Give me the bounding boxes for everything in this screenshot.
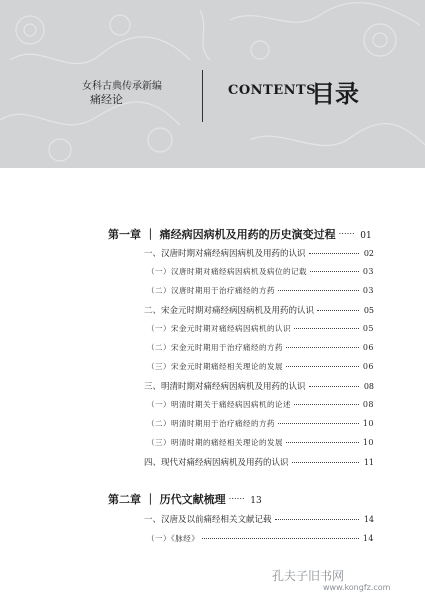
toc-leader-dots bbox=[202, 538, 359, 539]
toc-page-number: 05 bbox=[363, 306, 374, 315]
book-title: 痛经论 bbox=[90, 93, 123, 106]
toc-entry-title: 第一章 ｜ 痛经病因病机及用药的历史演变过程 bbox=[108, 228, 336, 241]
toc-entry bbox=[147, 418, 374, 429]
toc-entry bbox=[144, 380, 374, 392]
toc-entry bbox=[147, 323, 374, 334]
toc-page-number: 08 bbox=[363, 382, 374, 391]
toc-entry-title: 二、宋金元时期对痛经病因病机及用药的认识 bbox=[144, 306, 315, 316]
toc-entry-title: （一）汉唐时期对痛经病因病机及病位的记载 bbox=[147, 267, 307, 276]
toc-entry-title: （二）宋金元时期用于治疗痛经的方药 bbox=[147, 343, 283, 352]
toc-page-number: 10 bbox=[362, 438, 374, 447]
toc-leader-dots bbox=[294, 328, 359, 329]
toc-leader-dots bbox=[309, 386, 359, 387]
toc-entry-title: （三）明清时期的痛经相关理论的发展 bbox=[147, 438, 283, 447]
toc-leader-dots bbox=[278, 290, 359, 291]
toc-entry bbox=[144, 513, 374, 525]
toc-page-number: 14 bbox=[362, 534, 374, 543]
toc-entry-title: 第二章 ｜ 历代文献梳理 bbox=[108, 493, 226, 506]
toc-page-number: 02 bbox=[363, 249, 374, 258]
watermark-text: 孔夫子旧书网 bbox=[272, 569, 345, 583]
toc-entry bbox=[147, 533, 374, 544]
toc-entry-title: 一、汉唐及以前痛经相关文献记载 bbox=[144, 515, 272, 525]
toc-leader-dots bbox=[294, 404, 359, 405]
toc-page-number: 11 bbox=[363, 458, 374, 467]
toc-page-number: 08 bbox=[362, 400, 374, 409]
toc-page-number: 06 bbox=[362, 362, 374, 371]
contents-label-zh: 目录 bbox=[311, 80, 359, 108]
toc-leader-dots bbox=[278, 423, 359, 424]
toc-entry bbox=[144, 304, 374, 316]
book-series: 女科古典传承新编 bbox=[82, 81, 162, 92]
toc-chapter-entry bbox=[108, 491, 374, 507]
toc-entry bbox=[147, 437, 374, 448]
toc-entry bbox=[147, 285, 374, 296]
toc-page-number: 13 bbox=[250, 496, 262, 506]
toc-page-number: 10 bbox=[362, 419, 374, 428]
toc-entry-title: （三）宋金元时期痛经相关理论的发展 bbox=[147, 362, 283, 371]
toc-page-number: 01 bbox=[360, 231, 372, 241]
toc-page-number: 03 bbox=[362, 267, 374, 276]
toc-entry bbox=[147, 399, 374, 410]
toc-chapter-entry bbox=[108, 226, 374, 242]
contents-label-en: CONTENTS bbox=[228, 83, 317, 98]
toc-entry bbox=[147, 342, 374, 353]
toc-leader-dots bbox=[286, 442, 359, 443]
toc-leader-dots bbox=[317, 310, 359, 311]
toc-entry-title: 三、明清时期对痛经病因病机及用药的认识 bbox=[144, 382, 306, 392]
toc-entry-title: （一）宋金元时期对痛经病因病机的认识 bbox=[147, 324, 291, 333]
toc-entry-title: （一）《脉经》 bbox=[147, 534, 200, 543]
toc-entry-title: 四、现代对痛经病因病机及用药的认识 bbox=[144, 458, 289, 468]
toc-entry bbox=[144, 247, 374, 259]
watermark-url: www.kongfz.com bbox=[323, 583, 391, 592]
toc-entry-title: （二）明清时期用于治疗痛经的方药 bbox=[147, 419, 275, 428]
toc-leader-dots bbox=[309, 253, 359, 254]
toc-leader-dots bbox=[286, 366, 359, 367]
toc-entry-title: （一）明清时期关于痛经病因病机的论述 bbox=[147, 400, 291, 409]
toc-entry-title: 一、汉唐时期对痛经病因病机及用药的认识 bbox=[144, 249, 306, 259]
toc-leader-dots bbox=[286, 347, 359, 348]
toc-entry bbox=[147, 266, 374, 277]
toc-page-number: 06 bbox=[362, 343, 374, 352]
toc-leader-dots bbox=[275, 519, 359, 520]
toc-page-number: 05 bbox=[362, 324, 374, 333]
toc-page-number: 03 bbox=[362, 286, 374, 295]
toc-leader-dots bbox=[310, 271, 359, 272]
toc-entry-title: （二）汉唐时期用于治疗痛经的方药 bbox=[147, 286, 275, 295]
toc-leader-dots bbox=[292, 462, 359, 463]
toc-entry bbox=[147, 361, 374, 372]
toc-page-number: 14 bbox=[363, 515, 374, 524]
toc-entry bbox=[144, 456, 374, 468]
